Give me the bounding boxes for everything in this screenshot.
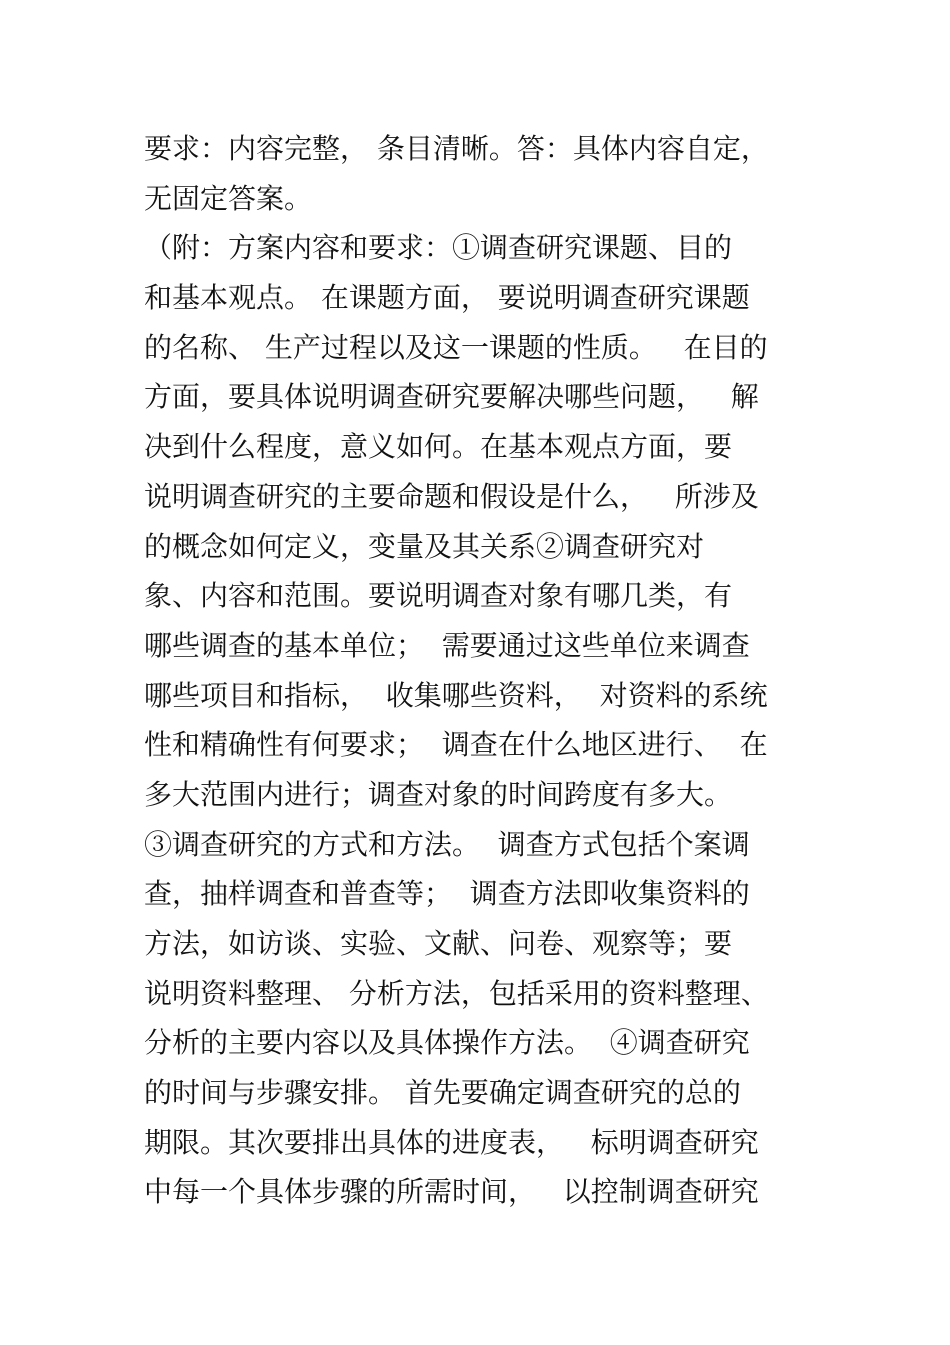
text-line: 查，抽样调查和普查等； 调查方法即收集资料的	[144, 877, 750, 911]
text-line: 分析的主要内容以及具体操作方法。 ④调查研究	[144, 1026, 750, 1060]
text-line: ③调查研究的方式和方法。 调查方式包括个案调	[144, 827, 750, 861]
text-line: 的概念如何定义，变量及其关系②调查研究对	[144, 529, 705, 563]
text-line: 决到什么程度，意义如何。在基本观点方面，要	[144, 430, 733, 464]
text-line: 哪些项目和指标， 收集哪些资料， 对资料的系统	[144, 678, 768, 712]
text-line: 期限。其次要排出具体的进度表， 标明调查研究	[144, 1125, 759, 1159]
text-line: 无固定答案。	[144, 181, 313, 215]
text-line: 方面，要具体说明调查研究要解决哪些问题， 解	[144, 380, 759, 414]
body-text	[144, 124, 814, 1217]
text-line: 方法，如访谈、实验、文献、问卷、观察等；要	[144, 927, 733, 960]
text-line: 性和精确性有何要求； 调查在什么地区进行、 在	[144, 728, 768, 762]
text-line: 中每一个具体步骤的所需时间， 以控制调查研究	[144, 1175, 759, 1209]
text-line: 的时间与步骤安排。 首先要确定调查研究的总的	[144, 1076, 741, 1110]
text-line: 多大范围内进行；调查对象的时间跨度有多大。	[144, 777, 733, 811]
text-line: 的名称、 生产过程以及这一课题的性质。 在目的	[144, 330, 768, 364]
text-line: 象、内容和范围。要说明调查对象有哪几类，有	[144, 579, 733, 613]
text-line: （附：方案内容和要求：①调查研究课题、目的	[144, 231, 733, 265]
text-line: 哪些调查的基本单位； 需要通过这些单位来调查	[144, 628, 750, 662]
text-line: 说明调查研究的主要命题和假设是什么， 所涉及	[144, 479, 759, 513]
text-line: 要求：内容完整， 条目清晰。答：具体内容自定，	[144, 132, 769, 165]
text-line: 和基本观点。 在课题方面， 要说明调查研究课题	[144, 281, 750, 315]
text-line: 说明资料整理、 分析方法，包括采用的资料整理、	[144, 976, 769, 1010]
